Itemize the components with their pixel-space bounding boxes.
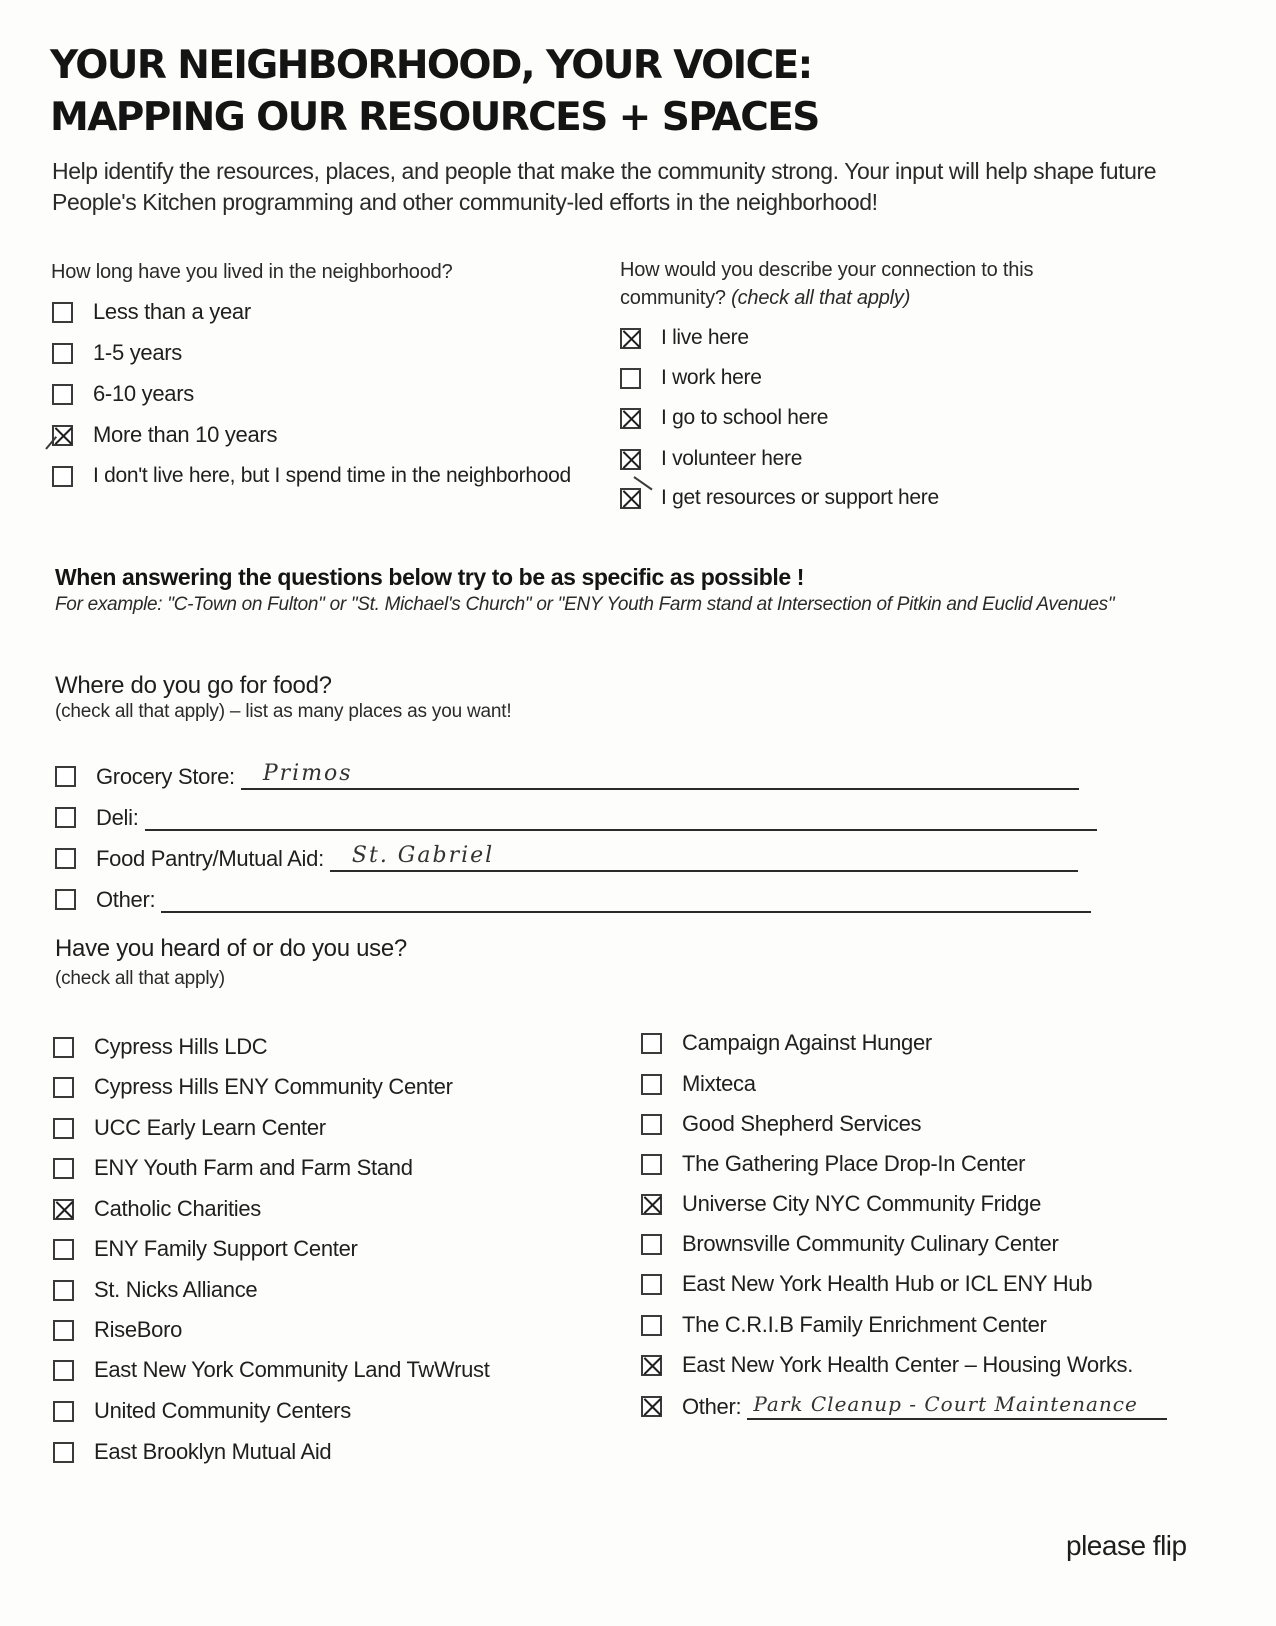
- option-label: UCC Early Learn Center: [94, 1115, 326, 1140]
- food-grocery-row[interactable]: [55, 758, 1079, 790]
- checkbox-checked[interactable]: [641, 1194, 662, 1215]
- option-label: Cypress Hills ENY Community Center: [94, 1074, 453, 1099]
- checkbox-checked[interactable]: [641, 1396, 662, 1417]
- option-label: United Community Centers: [94, 1398, 351, 1423]
- resource-option[interactable]: [53, 1234, 358, 1264]
- checkbox[interactable]: [52, 384, 73, 405]
- option-label: Grocery Store:: [96, 764, 235, 789]
- option-label: Campaign Against Hunger: [682, 1030, 932, 1055]
- checkbox[interactable]: [53, 1280, 74, 1301]
- resource-option[interactable]: [53, 1113, 326, 1143]
- option-label: I live here: [661, 326, 749, 349]
- option-label: More than 10 years: [93, 422, 278, 447]
- option-label: East New York Health Center – Housing Works.: [682, 1352, 1134, 1377]
- handwritten-answer: Primos: [262, 761, 353, 786]
- checkbox[interactable]: [53, 1077, 74, 1098]
- checkbox[interactable]: [52, 466, 73, 487]
- resource-option[interactable]: [641, 1350, 1133, 1380]
- checkbox[interactable]: [55, 848, 76, 869]
- option-label: East Brooklyn Mutual Aid: [94, 1439, 332, 1464]
- resource-option[interactable]: [53, 1437, 331, 1467]
- checkbox[interactable]: [55, 766, 76, 787]
- grocery-answer-field[interactable]: [241, 760, 1079, 790]
- option-label: 1-5 years: [93, 340, 183, 365]
- residency-option[interactable]: [52, 461, 571, 491]
- option-label: I go to school here: [661, 406, 829, 429]
- resource-option[interactable]: [641, 1310, 1047, 1340]
- resource-option[interactable]: [641, 1229, 1058, 1259]
- resource-other-row[interactable]: [641, 1388, 1167, 1420]
- instructions-example: For example: "C-Town on Fulton" or "St. Michael's Church" or "ENY Youth Farm stand at Intersection of Pitkin and Euclid Avenues": [55, 594, 1115, 615]
- checkbox[interactable]: [53, 1401, 74, 1422]
- resource-option[interactable]: [53, 1194, 261, 1224]
- checkbox-checked[interactable]: [620, 449, 641, 470]
- resources-section-subtitle: (check all that apply): [55, 968, 225, 989]
- food-other-row[interactable]: [55, 881, 1091, 913]
- checkbox-checked[interactable]: [53, 1199, 74, 1220]
- checkbox[interactable]: [641, 1033, 662, 1054]
- option-label: Cypress Hills LDC: [94, 1034, 268, 1059]
- checkbox-checked[interactable]: [620, 408, 641, 429]
- page-title: [50, 40, 819, 144]
- resource-option[interactable]: [53, 1355, 490, 1385]
- resource-option[interactable]: [53, 1032, 267, 1062]
- checkbox[interactable]: [53, 1239, 74, 1260]
- option-label: Other:: [682, 1394, 742, 1419]
- food-section-subtitle: (check all that apply) – list as many places as you want!: [55, 701, 512, 722]
- option-label: I work here: [661, 366, 762, 389]
- option-label: I don't live here, but I spend time in the neighborhood: [93, 464, 571, 487]
- resource-option[interactable]: [641, 1109, 921, 1139]
- resource-option[interactable]: [53, 1315, 182, 1345]
- connection-question-line-2: [620, 284, 1033, 312]
- connection-option[interactable]: [620, 403, 828, 433]
- resource-other-answer-field[interactable]: [747, 1390, 1167, 1420]
- checkbox[interactable]: [641, 1315, 662, 1336]
- checkbox[interactable]: [52, 343, 73, 364]
- checkbox[interactable]: [52, 302, 73, 323]
- option-label: The C.R.I.B Family Enrichment Center: [682, 1312, 1047, 1337]
- instructions-heading: When answering the questions below try to be as specific as possible !: [55, 564, 805, 590]
- handwritten-answer: St. Gabriel: [351, 843, 495, 868]
- checkbox-checked[interactable]: [620, 328, 641, 349]
- resource-option[interactable]: [641, 1149, 1025, 1179]
- checkbox[interactable]: [53, 1442, 74, 1463]
- connection-question-text: community?: [620, 287, 732, 309]
- connection-question-line-1: How would you describe your connection to this: [620, 259, 1034, 281]
- connection-question: [620, 256, 1033, 312]
- option-label: Less than a year: [93, 299, 251, 324]
- pantry-answer-field[interactable]: [330, 842, 1078, 872]
- intro-text: Help identify the resources, places, and people that make the community strong. Your input will help shape future People's Kitchen programming and other community-led efforts in the neighborhood!: [52, 158, 1157, 215]
- option-label: 6-10 years: [93, 381, 194, 406]
- checkbox-checked[interactable]: [620, 488, 641, 509]
- option-label: Universe City NYC Community Fridge: [682, 1191, 1041, 1216]
- checkbox[interactable]: [620, 368, 641, 389]
- checkbox[interactable]: [55, 807, 76, 828]
- resource-option[interactable]: [641, 1028, 932, 1058]
- option-label: East New York Community Land TwWrust: [94, 1357, 490, 1382]
- checkbox[interactable]: [641, 1074, 662, 1095]
- title-line-2: MAPPING OUR RESOURCES + SPACES: [50, 95, 819, 140]
- food-section-title: Where do you go for food?: [55, 672, 332, 699]
- food-deli-row[interactable]: [55, 799, 1097, 831]
- residency-option[interactable]: [52, 297, 251, 327]
- resource-option[interactable]: [641, 1269, 1092, 1299]
- residency-option[interactable]: [52, 420, 277, 450]
- option-label: I volunteer here: [661, 447, 803, 470]
- residency-option[interactable]: [52, 338, 182, 368]
- food-pantry-row[interactable]: [55, 840, 1078, 872]
- resource-option[interactable]: [53, 1153, 413, 1183]
- connection-option[interactable]: [620, 323, 749, 353]
- please-flip-note: please flip: [1066, 1530, 1187, 1561]
- connection-option[interactable]: [620, 363, 762, 393]
- checkbox[interactable]: [641, 1154, 662, 1175]
- connection-option[interactable]: [620, 483, 939, 513]
- option-label: Food Pantry/Mutual Aid:: [96, 846, 324, 871]
- deli-answer-field[interactable]: [145, 801, 1097, 831]
- option-label: The Gathering Place Drop-In Center: [682, 1151, 1026, 1176]
- checkbox[interactable]: [53, 1320, 74, 1341]
- option-label: Other:: [96, 887, 156, 912]
- resource-option[interactable]: [53, 1275, 257, 1305]
- handwritten-answer: Park Cleanup - Court Maintenance: [753, 1392, 1138, 1416]
- option-label: Brownsville Community Culinary Center: [682, 1231, 1059, 1256]
- checkbox[interactable]: [55, 889, 76, 910]
- food-other-answer-field[interactable]: [161, 883, 1091, 913]
- checkbox[interactable]: [53, 1360, 74, 1381]
- connection-option[interactable]: [620, 444, 802, 474]
- option-label: RiseBoro: [94, 1317, 183, 1342]
- option-label: East New York Health Hub or ICL ENY Hub: [682, 1271, 1093, 1296]
- resource-option[interactable]: [641, 1069, 756, 1099]
- option-label: Good Shepherd Services: [682, 1111, 922, 1136]
- checkbox[interactable]: [641, 1114, 662, 1135]
- residency-option[interactable]: [52, 379, 194, 409]
- resource-option[interactable]: [53, 1396, 351, 1426]
- residency-question: How long have you lived in the neighborhood?: [51, 261, 453, 283]
- resources-section-title: Have you heard of or do you use?: [55, 935, 407, 962]
- resource-option[interactable]: [641, 1189, 1041, 1219]
- checkbox[interactable]: [53, 1158, 74, 1179]
- checkbox[interactable]: [641, 1234, 662, 1255]
- checkbox[interactable]: [641, 1274, 662, 1295]
- option-label: St. Nicks Alliance: [94, 1277, 258, 1302]
- checkbox-checked[interactable]: [641, 1355, 662, 1376]
- resource-option[interactable]: [53, 1072, 453, 1102]
- option-label: Catholic Charities: [94, 1196, 262, 1221]
- option-label: I get resources or support here: [661, 486, 939, 509]
- connection-question-hint: (check all that apply): [731, 287, 911, 309]
- option-label: ENY Youth Farm and Farm Stand: [94, 1155, 413, 1180]
- option-label: Deli:: [96, 805, 139, 830]
- title-line-1: YOUR NEIGHBORHOOD, YOUR VOICE:: [50, 43, 812, 88]
- option-label: Mixteca: [682, 1071, 756, 1096]
- checkbox[interactable]: [53, 1037, 74, 1058]
- option-label: ENY Family Support Center: [94, 1236, 358, 1261]
- checkbox[interactable]: [53, 1118, 74, 1139]
